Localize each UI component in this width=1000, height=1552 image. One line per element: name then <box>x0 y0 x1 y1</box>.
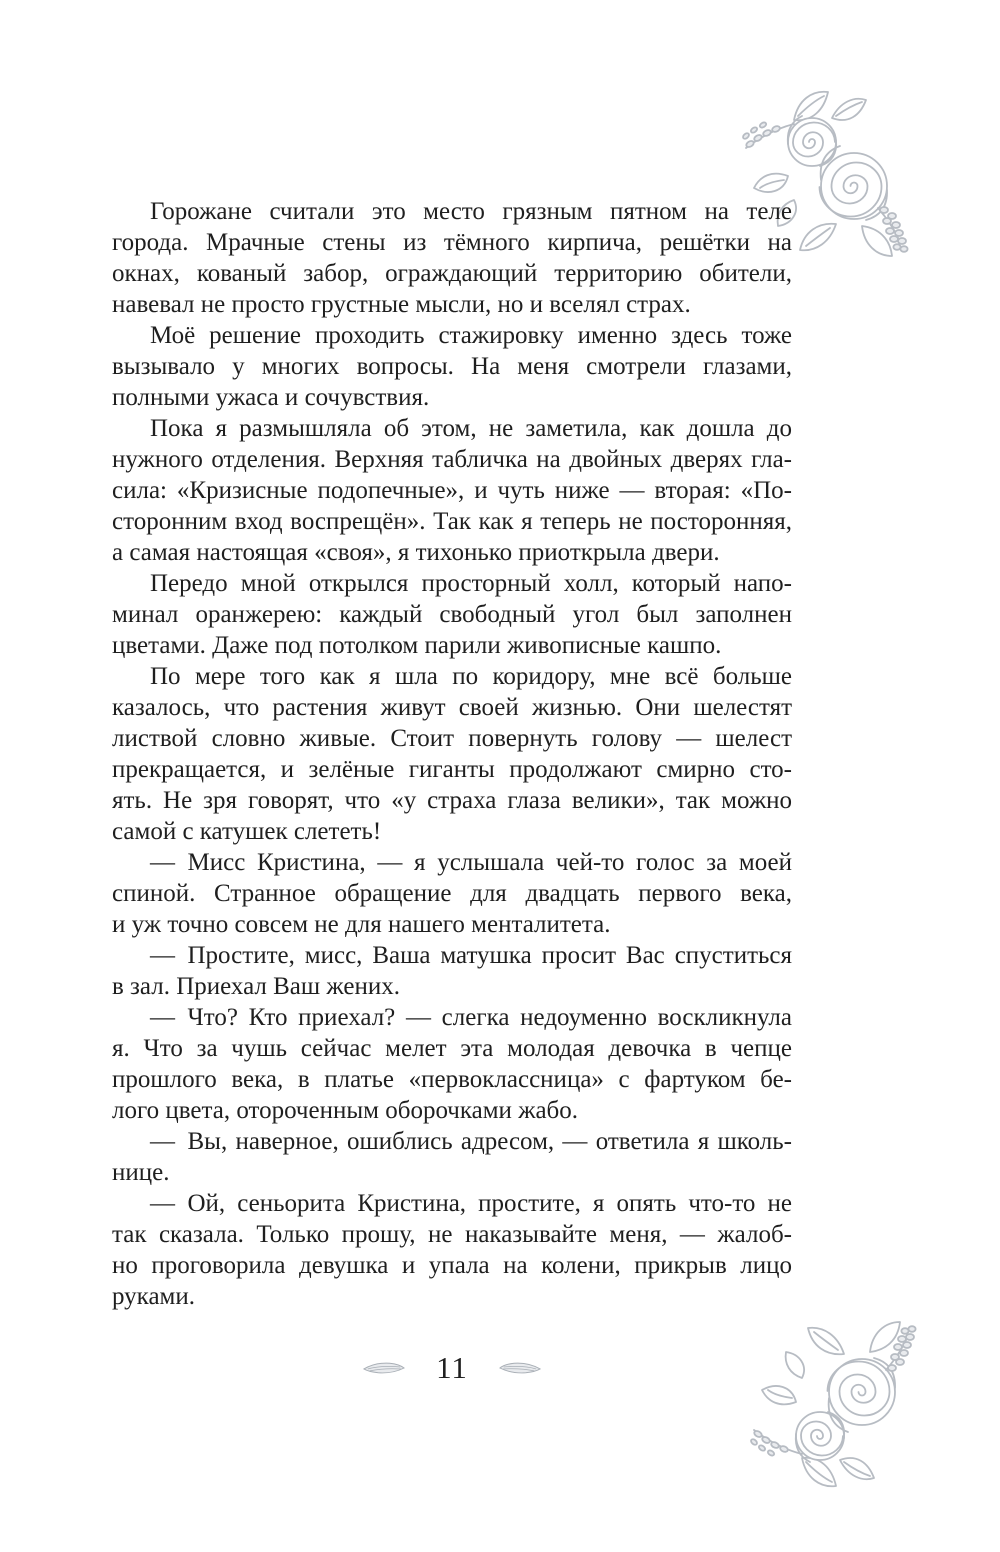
text-line: казалось, что растения живут своей жизнью. Они шелестят <box>112 694 792 721</box>
paragraph <box>112 1188 792 1312</box>
text-line: — Мисс Кристина, — я услышала чей-то голос за моей <box>150 849 792 876</box>
text-line: минал оранжерею: каждый свободный угол был заполнен <box>112 601 792 628</box>
paragraph <box>112 847 792 940</box>
paragraph <box>112 940 792 1002</box>
paragraph <box>112 320 792 413</box>
paragraph <box>112 413 792 568</box>
text-line: цветами. Даже под потолком парили живописные кашпо. <box>112 632 722 659</box>
text-line: — Простите, мисс, Ваша матушка просит Вас спуститься <box>150 942 792 969</box>
text-line: самой с катушек слететь! <box>112 818 382 845</box>
text-line: навевал не просто грустные мысли, но и вселял страх. <box>112 291 691 318</box>
text-line: Моё решение проходить стажировку именно здесь тоже <box>150 322 792 349</box>
text-line: нице. <box>112 1159 170 1186</box>
text-line: прошлого века, в платье «первоклассница» с фартуком бе- <box>112 1066 792 1093</box>
text-line: — Ой, сеньорита Кристина, простите, я опять что-то не <box>150 1190 792 1217</box>
text-line: полными ужаса и сочувствия. <box>112 384 430 411</box>
text-line: Пока я размышляла об этом, не заметила, как дошла до <box>150 415 792 442</box>
text-line: а самая настоящая «своя», я тихонько приоткрыла двери. <box>112 539 720 566</box>
text-line: в зал. Приехал Ваш жених. <box>112 973 400 1000</box>
paragraph <box>112 661 792 847</box>
text-block <box>112 196 792 1312</box>
paragraph <box>112 1126 792 1188</box>
text-line: так сказала. Только прошу, не наказывайте меня, — жалоб- <box>112 1221 792 1248</box>
text-line: По мере того как я шла по коридору, мне всё больше <box>150 663 792 690</box>
text-line: прекращается, и зелёные гиганты продолжают смирно сто- <box>112 756 792 783</box>
paragraph <box>112 196 792 320</box>
text-line: я. Что за чушь сейчас мелет эта молодая девочка в чепце <box>112 1035 792 1062</box>
text-line: руками. <box>112 1283 195 1310</box>
text-line: ять. Не зря говорят, что «у страха глаза велики», так можно <box>112 787 792 814</box>
text-line: — Вы, наверное, ошиблись адресом, — ответила я школь- <box>150 1128 792 1155</box>
text-line: окнах, кованый забор, ограждающий территорию обители, <box>112 260 792 287</box>
paragraph <box>112 1002 792 1126</box>
text-line: но проговорила девушка и упала на колени, прикрыв лицо <box>112 1252 792 1279</box>
text-line: листвой словно живые. Стоит повернуть голову — шелест <box>112 725 792 752</box>
text-line: сила: «Кризисные подопечные», и чуть ниже — вторая: «По- <box>112 477 792 504</box>
text-line: сторонним вход воспрещён». Так как я теперь не посторонняя, <box>112 508 792 535</box>
floral-ornament-bottom-right-icon <box>744 1318 936 1494</box>
text-line: и уж точно совсем не для нашего менталитета. <box>112 911 611 938</box>
text-line: — Что? Кто приехал? — слегка недоуменно воскликнула <box>150 1004 792 1031</box>
text-line: лого цвета, отороченным оборочками жабо. <box>112 1097 579 1124</box>
page-footer <box>112 1350 792 1386</box>
text-line: города. Мрачные стены из тёмного кирпича, решётки на <box>112 229 792 256</box>
leaf-ornament-right-icon <box>498 1360 542 1376</box>
paragraph <box>112 568 792 661</box>
leaf-ornament-left-icon <box>362 1360 406 1376</box>
text-line: Передо мной открылся просторный холл, который напо- <box>150 570 792 597</box>
page-number: 11 <box>436 1350 468 1385</box>
text-line: спиной. Странное обращение для двадцать первого века, <box>112 880 792 907</box>
text-line: вызывало у многих вопросы. На меня смотрели глазами, <box>112 353 792 380</box>
text-line: нужного отделения. Верхняя табличка на двойных дверях гла- <box>112 446 792 473</box>
text-line: Горожане считали это место грязным пятном на теле <box>150 198 792 225</box>
